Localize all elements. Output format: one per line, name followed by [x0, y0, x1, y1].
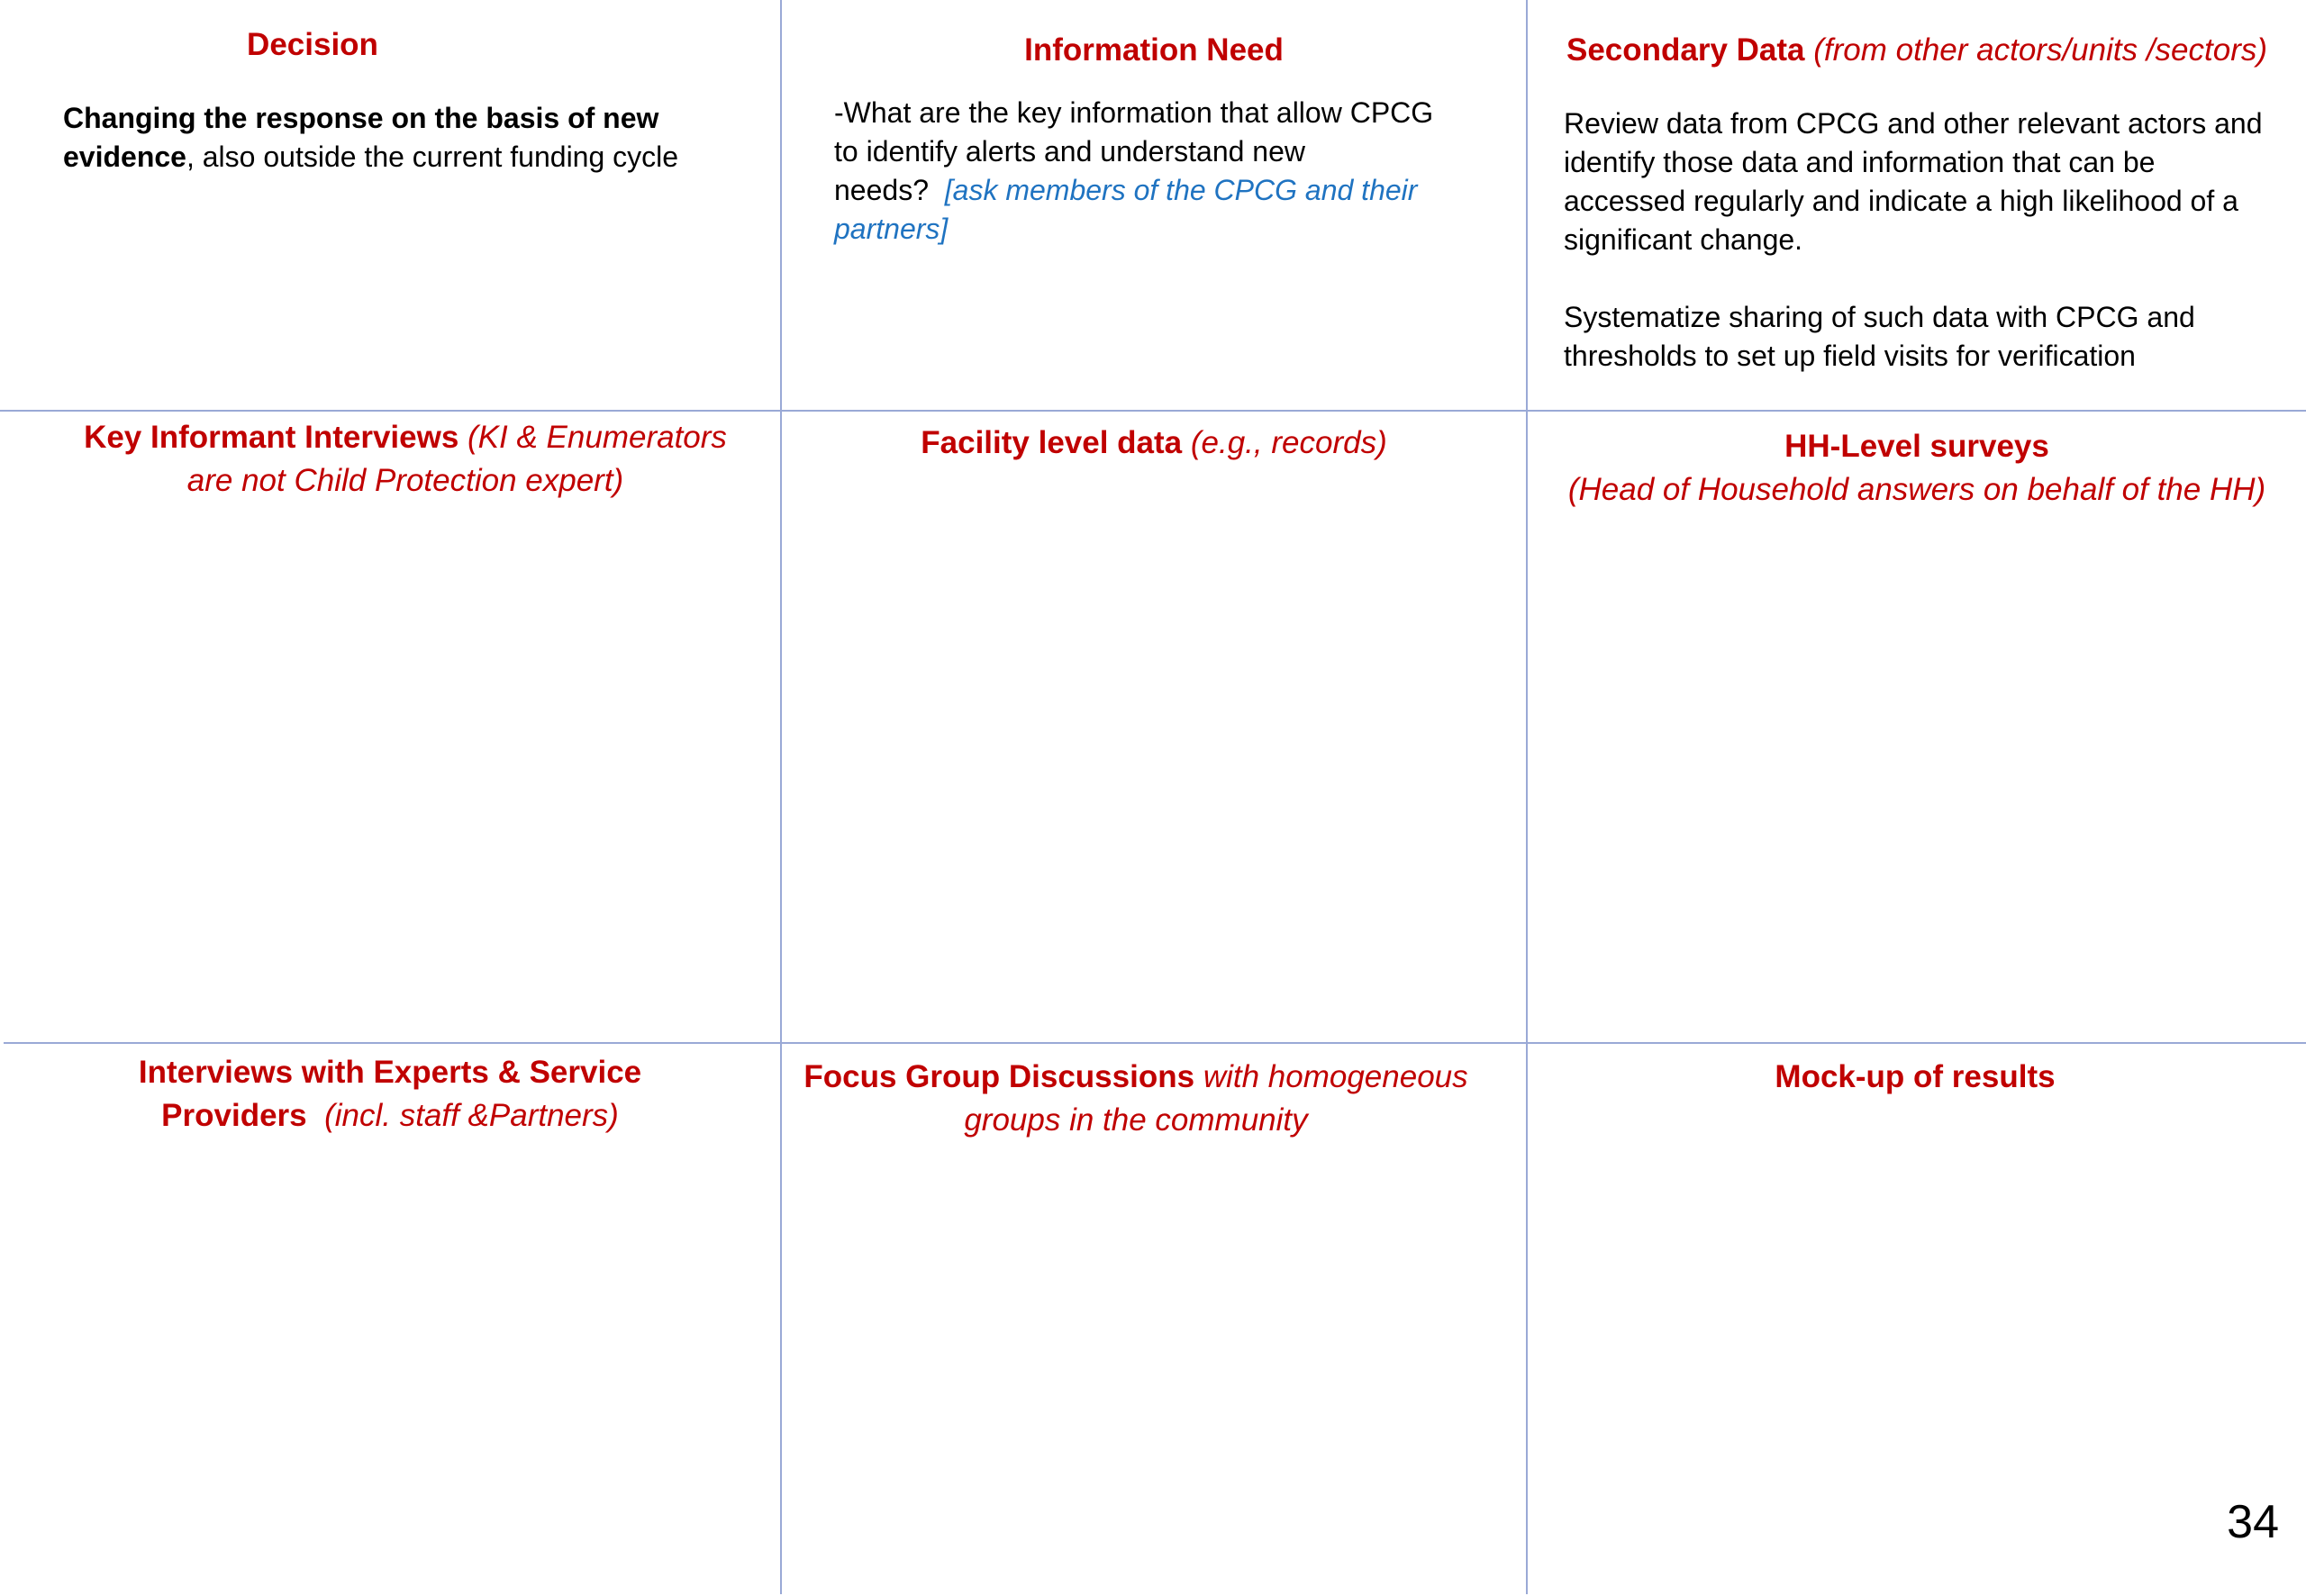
secondary-data-body	[1564, 104, 2275, 376]
facility-title-bold: Facility level data	[921, 425, 1183, 460]
secondary-data-paragraph-2: Systematize sharing of such data with CPCG and thresholds to set up field visits for verification	[1564, 301, 2195, 372]
information-need-title	[780, 29, 1528, 72]
information-need-question: -What are the key information that allow CPCG to identify alerts and understand new needs?	[834, 96, 1434, 206]
information-need-title-text: Information Need	[1024, 32, 1284, 68]
experts-title-bold-2: Providers	[161, 1098, 307, 1133]
hh-surveys-title	[1528, 425, 2306, 512]
decision-body-bold: Changing the response on the basis of new evidence	[63, 102, 659, 173]
key-informant-title-bold: Key Informant Interviews	[84, 420, 459, 455]
key-informant-title	[54, 416, 757, 503]
experts-title-bold-1: Interviews with Experts & Service	[138, 1055, 642, 1090]
secondary-data-title-bold: Secondary Data	[1566, 32, 1805, 68]
experts-title	[0, 1051, 780, 1138]
focus-groups-title-italic-2: groups in the community	[964, 1102, 1308, 1138]
decision-title	[0, 23, 625, 67]
decision-title-text: Decision	[247, 27, 378, 62]
facility-title	[780, 422, 1528, 465]
grid-line-horizontal-2	[4, 1042, 2306, 1044]
secondary-data-title-italic: (from other actors/units /sectors)	[1813, 32, 2268, 68]
secondary-data-title	[1528, 29, 2306, 72]
focus-groups-title-bold: Focus Group Discussions	[803, 1059, 1195, 1094]
grid-line-vertical-1	[780, 0, 782, 1594]
mockup-title	[1528, 1056, 2302, 1099]
grid-line-vertical-2	[1526, 0, 1528, 1594]
focus-groups-title-italic-1: with homogeneous	[1203, 1059, 1468, 1094]
decision-body-rest: , also outside the current funding cycle	[186, 141, 679, 173]
page-number: 34	[2227, 1496, 2279, 1548]
hh-surveys-title-bold: HH-Level surveys	[1784, 429, 2049, 464]
hh-surveys-title-italic: (Head of Household answers on behalf of the HH)	[1567, 472, 2266, 507]
key-informant-title-italic-2: are not Child Protection expert)	[186, 463, 624, 498]
mockup-title-text: Mock-up of results	[1775, 1059, 2056, 1094]
focus-groups-title	[780, 1056, 1492, 1142]
facility-title-italic: (e.g., records)	[1190, 425, 1387, 460]
grid-line-horizontal-1	[0, 410, 2306, 412]
information-need-body	[834, 94, 1447, 249]
experts-title-italic: (incl. staff &Partners)	[324, 1098, 619, 1133]
decision-body	[63, 99, 748, 177]
secondary-data-paragraph-1: Review data from CPCG and other relevant actors and identify those data and information that can be accessed regularly and indicate a high likelihood of a significant change.	[1564, 107, 2263, 256]
information-need-note: [ask members of the CPCG and their partners]	[834, 174, 1418, 245]
key-informant-title-italic-1: (KI & Enumerators	[468, 420, 727, 455]
